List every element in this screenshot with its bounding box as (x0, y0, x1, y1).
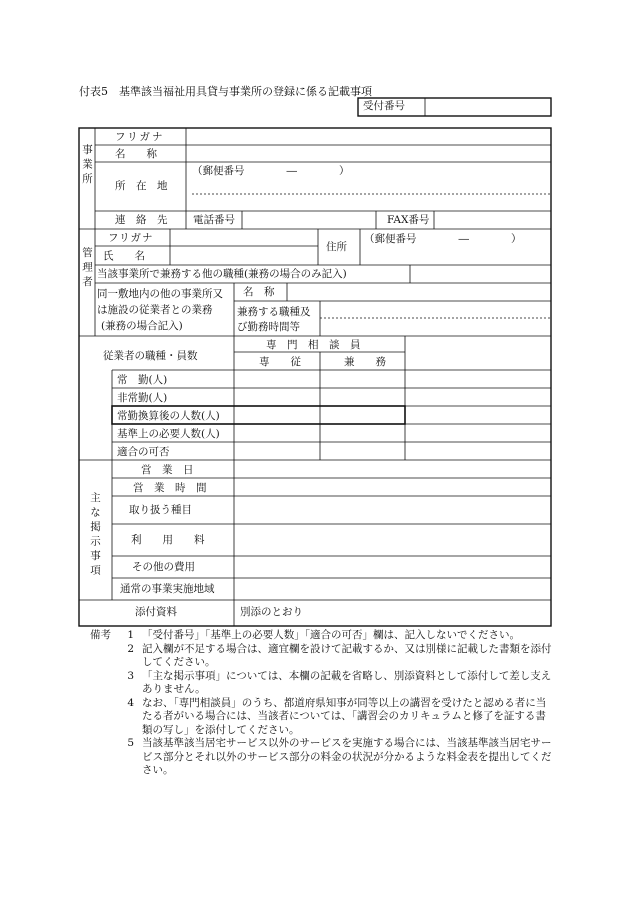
business-days-input[interactable] (235, 461, 550, 477)
staff-converted-fulltime-input[interactable] (235, 407, 319, 423)
business-hours-input[interactable] (235, 479, 550, 495)
fulltime-header: 専 従 (259, 356, 301, 368)
keiji-row-fee: 利 用 料 (131, 534, 205, 546)
keiji-row-service-area: 通常の事業実施地域 (120, 583, 215, 595)
jigyosho-address-input[interactable] (187, 163, 550, 210)
staff-parttime-fulltime-input[interactable] (235, 389, 319, 405)
receipt-number-label: 受付番号 (363, 100, 405, 112)
notes-heading: 備考 (90, 629, 111, 641)
page-title: 付表5 基準該当福祉用具貸与事業所の登録に係る記載事項 (79, 85, 372, 98)
keiji-row-business-days: 営 業 日 (141, 464, 194, 476)
kanrisha-postal-text: （郵便番号 ― ） (364, 233, 522, 245)
attachment-value: 別添のとおり (240, 606, 303, 618)
jigyosho-side-label: 事業所 (81, 144, 93, 188)
service-area-input[interactable] (235, 579, 550, 599)
consultant-header: 専 門 相 談 員 (266, 339, 361, 351)
fax-label: FAX番号 (387, 214, 430, 226)
phone-input[interactable] (243, 212, 375, 228)
same-site-label-1: 同一敷地内の他の事業所又 (97, 288, 223, 300)
parttime-header: 兼 務 (344, 356, 386, 368)
jigyosho-name-label: 名 称 (115, 148, 157, 160)
fax-input[interactable] (435, 212, 550, 228)
staff-row-label-required: 基準上の必要人数(人) (117, 428, 220, 440)
note-item: 2 記入欄が不足する場合は、適宜欄を設けて記載するか、又は別様に記載した書類を添付してください。 (127, 642, 552, 668)
attachment-label: 添付資料 (135, 606, 177, 618)
kanrisha-side-label: 管理者 (81, 247, 93, 291)
duty-label-1: 兼務する職種及 (237, 306, 311, 318)
jigyosho-furigana-label: フリガナ (115, 131, 165, 143)
staff-row-label-conformity: 適合の可否 (117, 446, 170, 458)
staff-parttime-parttime-input[interactable] (321, 389, 404, 405)
kanrisha-name-input[interactable] (171, 247, 317, 264)
jigyosho-postal-text: （郵便番号 ― ） (192, 165, 350, 177)
jigyosho-address-label: 所 在 地 (115, 180, 168, 192)
other-facility-name-input[interactable] (288, 284, 550, 300)
same-site-label-3: (兼務の場合記入) (101, 320, 183, 332)
note-item: 1 「受付番号」「基準上の必要人数」「適合の可否」欄は、記入しないでください。 (127, 629, 520, 641)
kanrisha-address-label: 住所 (326, 241, 347, 253)
notes-list (112, 629, 552, 778)
note-item: 4 なお、「専門相談員」のうち、都道府県知事が同等以上の講習を受けたと認める者に当たる者がいる場合には、当該者については、「講習会のカリキュラムと修了を証する書類の写し」を添付してください。 (127, 696, 547, 736)
kanrisha-furigana-input[interactable] (171, 230, 317, 245)
jigyosho-contact-label: 連 絡 先 (115, 214, 168, 226)
staff-row-label-parttime: 非常勤(人) (117, 392, 168, 404)
phone-label: 電話番号 (193, 214, 235, 226)
keiji-side-label: 主な掲示事項 (89, 492, 101, 579)
staff-row-label-converted: 常勤換算後の人数(人) (117, 410, 220, 422)
staff-fulltime-fulltime-input[interactable] (235, 371, 319, 387)
jigyosho-furigana-input[interactable] (187, 129, 550, 144)
kanrisha-furigana-label: フリガナ (108, 232, 154, 244)
keiji-row-items: 取り扱う種目 (129, 504, 192, 516)
concurrent-duty-label: 当該事業所で兼務する他の職種(兼務の場合のみ記入) (97, 268, 347, 280)
staff-fulltime-parttime-input[interactable] (321, 371, 404, 387)
other-costs-input[interactable] (235, 557, 550, 577)
duty-label-2: び勤務時間等 (237, 321, 300, 333)
staff-row-label-fulltime: 常 勤(人) (117, 374, 168, 386)
other-facility-name-label: 名 称 (243, 286, 275, 298)
duty-input[interactable] (321, 302, 550, 335)
note-item: 3 「主な掲示事項」については、本欄の記載を省略し、別添資料として添付して差し支えありません。 (127, 669, 552, 695)
keiji-row-business-hours: 営 業 時 間 (133, 482, 207, 494)
staff-converted-parttime-input[interactable] (321, 407, 404, 423)
kanrisha-name-label: 氏 名 (103, 250, 145, 262)
fee-input[interactable] (235, 525, 550, 555)
staff-title: 従業者の職種・員数 (103, 350, 198, 362)
items-input[interactable] (235, 497, 550, 523)
same-site-label-2: は施設の従業者との業務 (97, 304, 213, 316)
note-item: 5 当該基準該当居宅サービス以外のサービスを実施する場合には、当該基準該当居宅サービス部分とそれ以外のサービス部分の料金の状況が分かるような料金表を提出してください。 (127, 737, 552, 776)
keiji-row-other-costs: その他の費用 (132, 561, 195, 573)
concurrent-duty-input[interactable] (411, 266, 550, 282)
jigyosho-name-input[interactable] (187, 146, 550, 161)
kanrisha-address-input[interactable] (361, 230, 550, 264)
